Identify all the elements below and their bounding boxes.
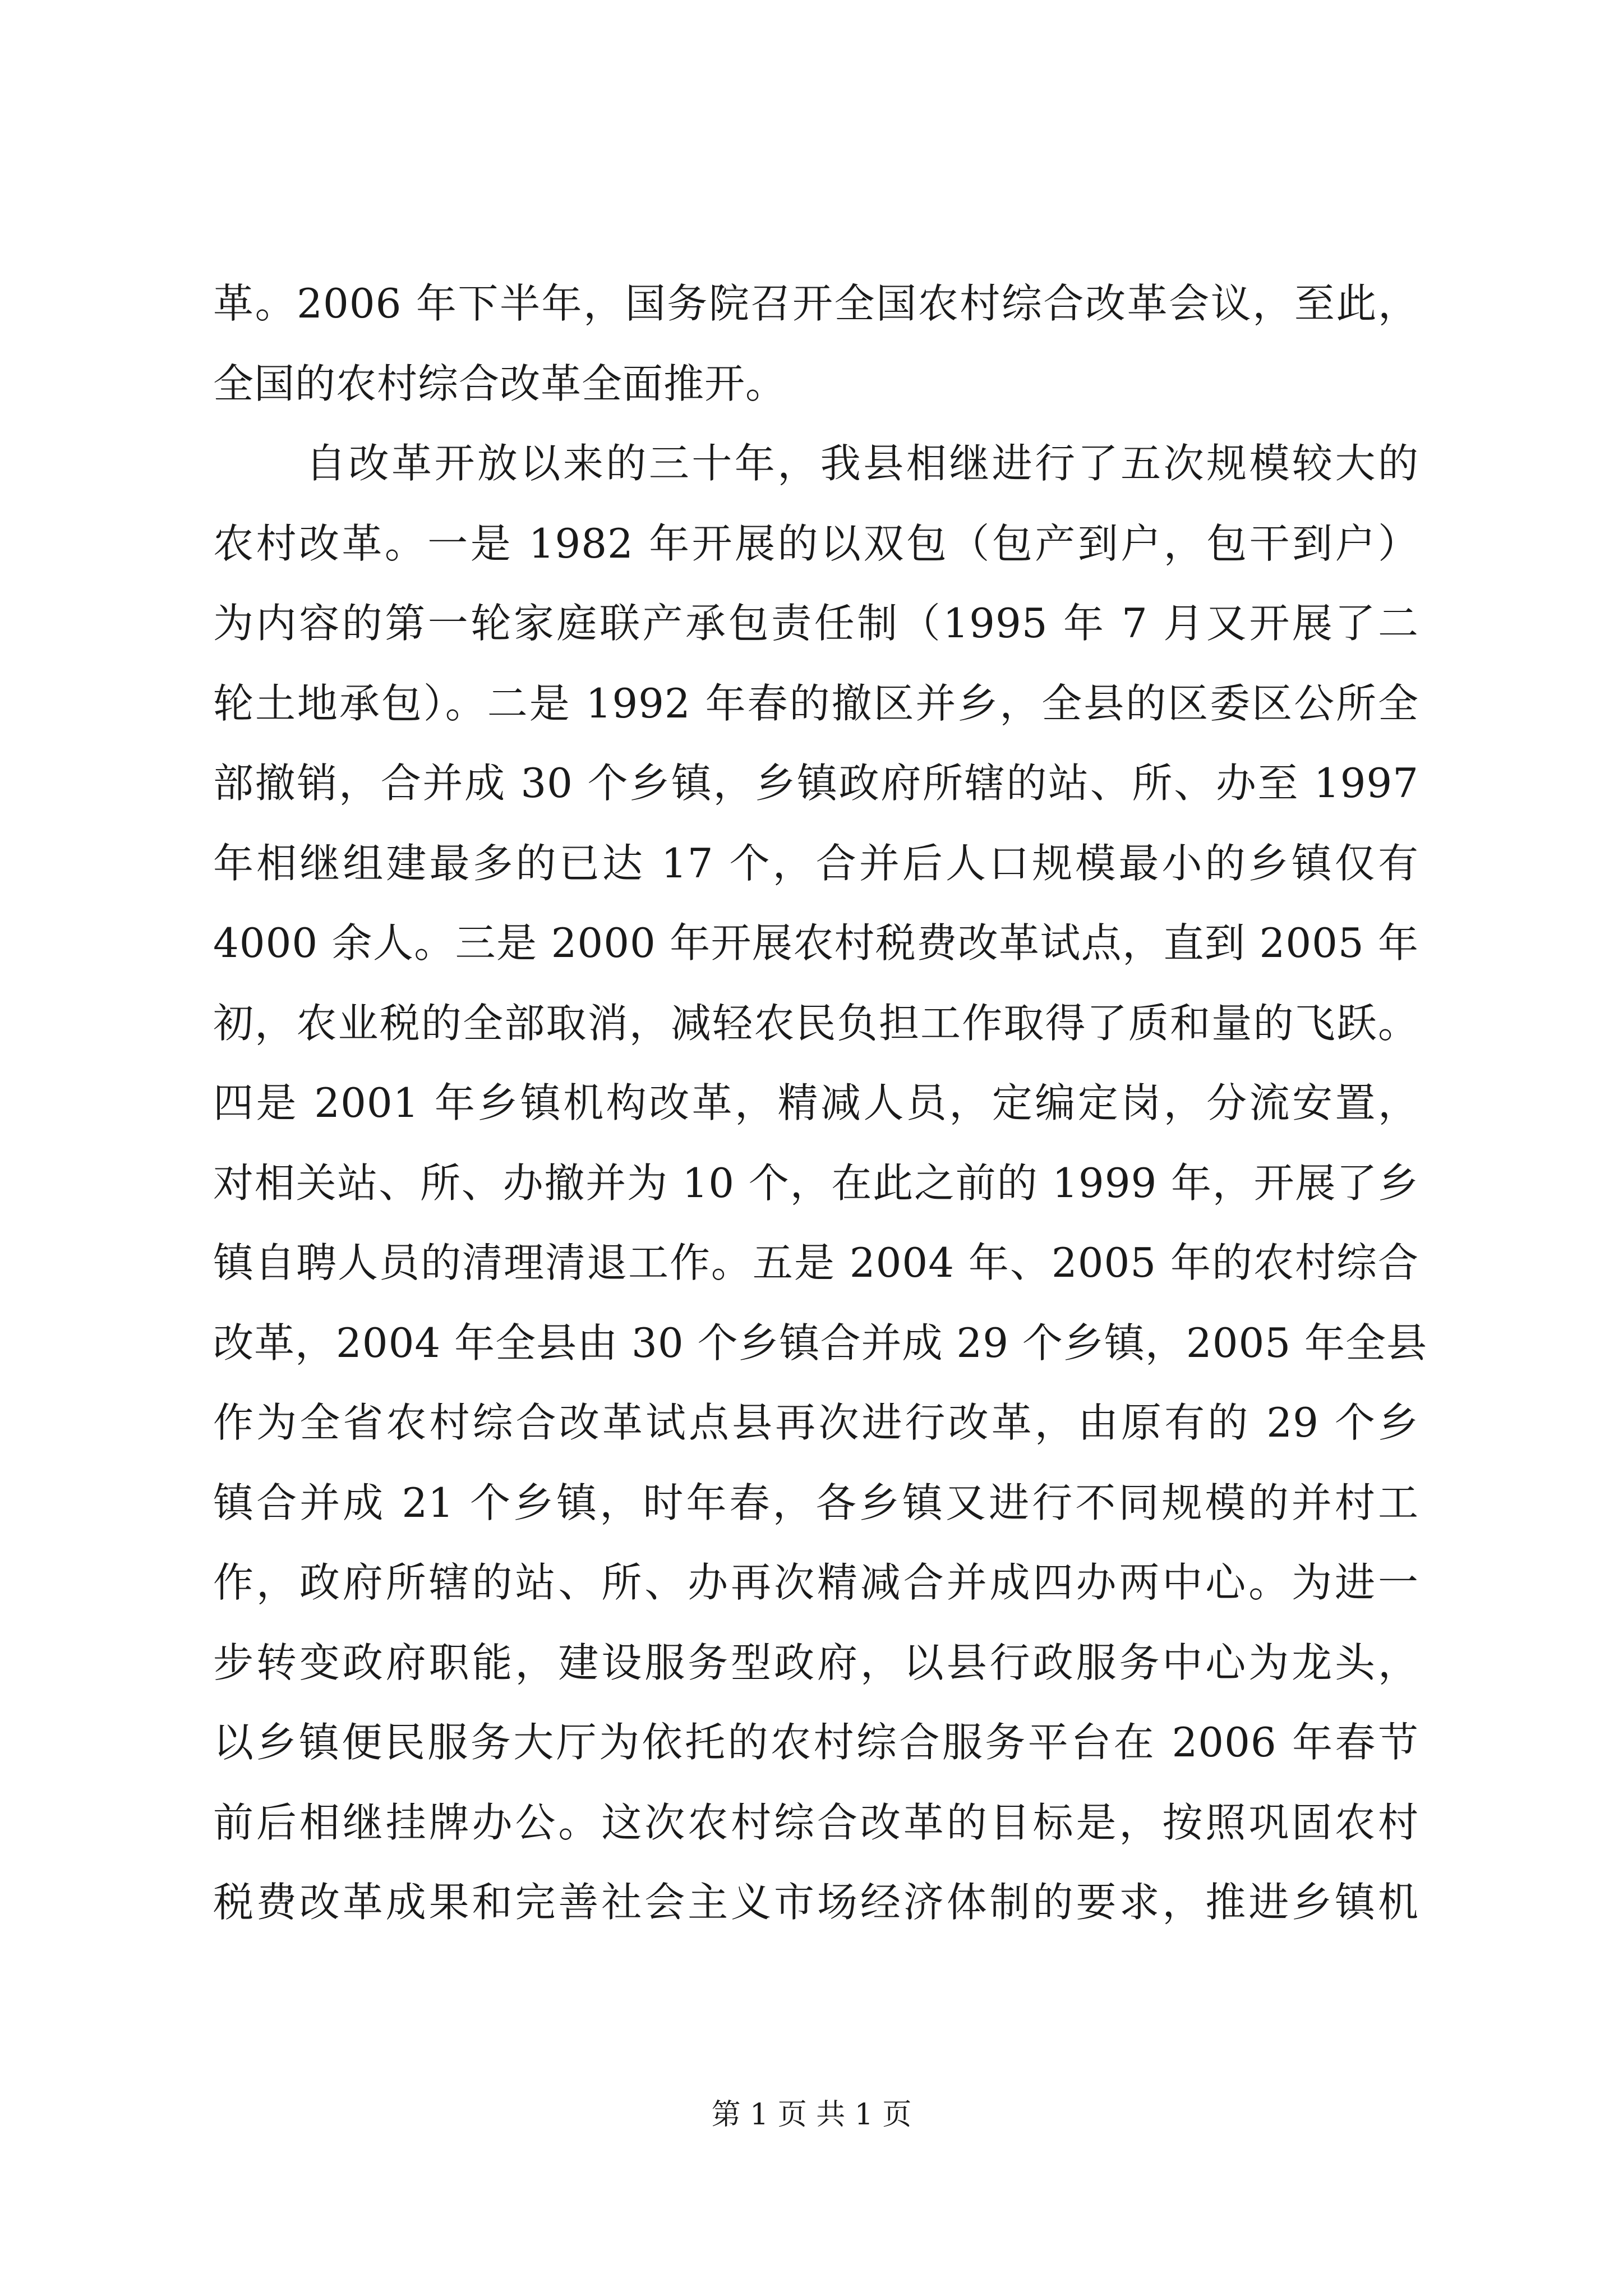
text-line: 全国的农村综合改革全面推开。 xyxy=(213,360,787,407)
text-line: 4000 余人。三是 2000 年开展农村税费改革试点，直到 2005 年 xyxy=(213,919,1419,967)
text-line: 初，农业税的全部取消，减轻农民负担工作取得了质和量的飞跃。 xyxy=(213,999,1419,1047)
text-line: 年相继组建最多的已达 17 个，合并后人口规模最小的乡镇仅有 xyxy=(213,839,1419,887)
text-line: 镇自聘人员的清理清退工作。五是 2004 年、2005 年的农村综合 xyxy=(213,1239,1419,1286)
text-line: 以乡镇便民服务大厅为依托的农村综合服务平台在 2006 年春节 xyxy=(213,1719,1419,1766)
text-line: 改革，2004 年全县由 30 个乡镇合并成 29 个乡镇，2005 年全县 xyxy=(213,1319,1428,1366)
text-line: 自改革开放以来的三十年，我县相继进行了五次规模较大的 xyxy=(306,440,1419,487)
text-line: 部撤销，合并成 30 个乡镇，乡镇政府所辖的站、所、办至 1997 xyxy=(213,760,1419,807)
text-line: 革。2006 年下半年，国务院召开全国农村综合改革会议，至此， xyxy=(213,280,1419,327)
text-line: 镇合并成 21 个乡镇，时年春，各乡镇又进行不同规模的并村工 xyxy=(213,1479,1419,1526)
page-footer: 第 1 页 共 1 页 xyxy=(711,2098,912,2132)
text-line: 步转变政府职能，建设服务型政府，以县行政服务中心为龙头， xyxy=(213,1639,1419,1686)
text-line: 轮土地承包）。二是 1992 年春的撤区并乡，全县的区委区公所全 xyxy=(213,679,1419,727)
text-line: 为内容的第一轮家庭联产承包责任制（1995 年 7 月又开展了二 xyxy=(213,600,1419,647)
text-line: 前后相继挂牌办公。这次农村综合改革的目标是，按照巩固农村 xyxy=(213,1798,1419,1846)
text-line: 农村改革。一是 1982 年开展的以双包（包产到户，包干到户） xyxy=(213,519,1419,567)
text-line: 税费改革成果和完善社会主义市场经济体制的要求，推进乡镇机 xyxy=(213,1879,1419,1926)
text-line: 作，政府所辖的站、所、办再次精减合并成四办两中心。为进一 xyxy=(213,1559,1419,1606)
body-text xyxy=(213,264,1428,1943)
text-line: 作为全省农村综合改革试点县再次进行改革，由原有的 29 个乡 xyxy=(213,1399,1419,1446)
text-line: 四是 2001 年乡镇机构改革，精减人员，定编定岗，分流安置， xyxy=(213,1079,1419,1126)
text-line: 对相关站、所、办撤并为 10 个，在此之前的 1999 年，开展了乡 xyxy=(213,1159,1419,1207)
